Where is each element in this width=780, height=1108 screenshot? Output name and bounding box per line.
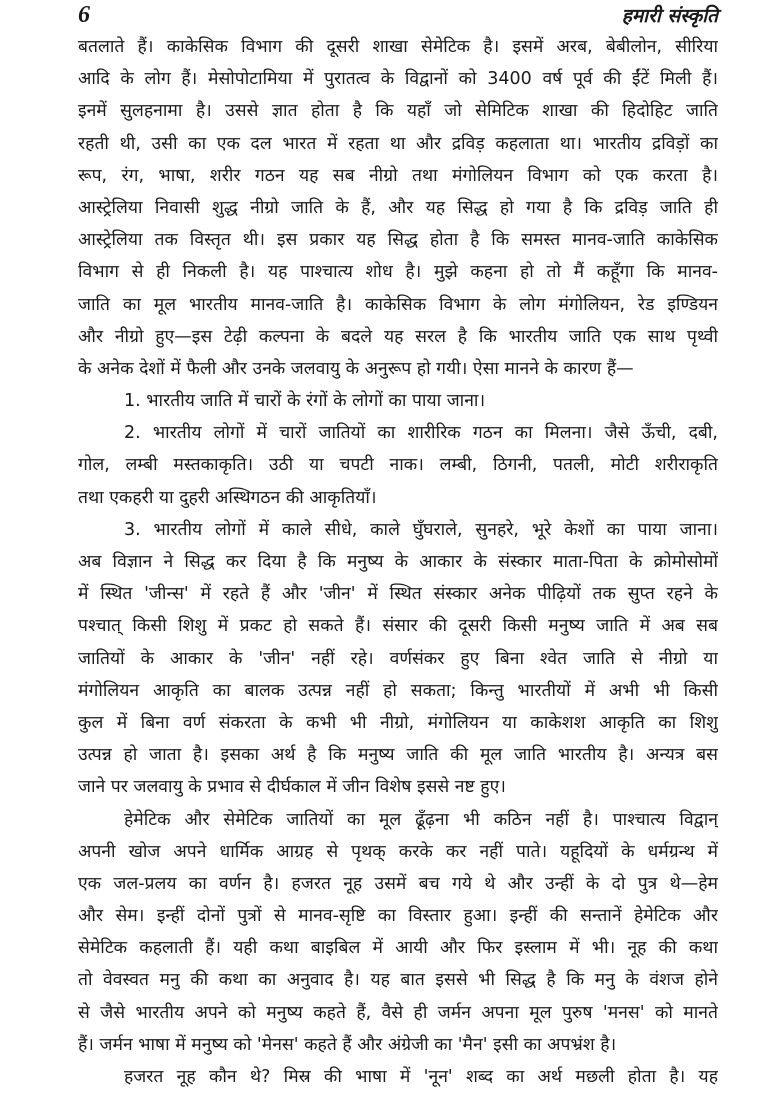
text-line: अपनी खोज अपने धार्मिक आग्रह से पृथक् करके कर नहीं पाते। यहूदियों के धर्मग्रन्थ में — [78, 841, 718, 862]
text-line: 3. भारतीय लोगों में काले सीधे, काले घुँघराले, सुनहरे, भूरे केशों का पाया जाना। — [124, 519, 718, 540]
text-line: से जैसे भारतीय अपने को मनुष्य कहते हैं, वैसे ही जर्मन अपना मूल पुरुष 'मनस' को मानते — [78, 1002, 718, 1023]
text-line: जाति का मूल भारतीय मानव-जाति है। काकेसिक विभाग के लोग मंगोलियन, रेड इण्डियन — [78, 294, 718, 315]
text-line: विभाग से ही निकली है। यह पाश्चात्य शोध है। मुझे कहना हो तो मैं कहूँगा कि मानव- — [78, 262, 718, 283]
text-line: इनमें सुलहनामा है। उससे ज्ञात होता है कि यहाँ जो सेमिटिक शाखा की हिदोहिट जाति — [78, 101, 718, 122]
text-line: गोल, लम्बी मस्तकाकृति। उठी या चपटी नाक। लम्बी, ठिगनी, पतली, मोटी शरीराकृति — [78, 455, 718, 476]
text-line: बतलाते हैं। काकेसिक विभाग की दूसरी शाखा सेमेटिक है। इसमें अरब, बेबीलोन, सीरिया — [78, 37, 718, 57]
text-line: हेमेटिक और सेमेटिक जातियों का मूल ढूँढ़ना भी कठिन नहीं है। पाश्चात्य विद्वान् — [124, 809, 718, 830]
text-line: जाने पर जलवायु के प्रभाव से दीर्घकाल में जीन विशेष इससे नष्ट हुए। — [78, 777, 506, 798]
text-line: कुल में बिना वर्ण संकरता के कभी भी नीग्रो, मंगोलियन या काकेशश आकृति का शिशु — [78, 712, 718, 733]
text-line: पश्चात् किसी शिशु में प्रकट हो सकते हैं। संसार की दूसरी किसी मनुष्य जाति में अब सब — [78, 616, 718, 637]
running-title: हमारी संस्कृति — [621, 5, 718, 27]
text-line: के अनेक देशों में फैली और उनके जलवायु के अनुरूप हो गयी। ऐसा मानने के कारण हैं— — [78, 358, 634, 379]
text-line: आस्ट्रेलिया निवासी शुद्ध नीग्रो जाति के हैं, और यह सिद्ध हो गया है कि द्रविड़ जाति ही — [78, 197, 718, 218]
text-line: रूप, रंग, भाषा, शरीर गठन यह सब नीग्रो तथा मंगोलियन विभाग को एक करता है। — [78, 165, 718, 186]
text-line: उत्पन्न हो जाता है। इसका अर्थ है कि मनुष्य जाति की मूल जाति भारतीय है। अन्यत्र बस — [78, 745, 718, 766]
text-line: अब विज्ञान ने सिद्ध कर दिया है कि मनुष्य के आकार के संस्कार माता-पिता के क्रोमोसोमों — [78, 552, 718, 572]
text-line: तथा एकहरी या दुहरी अस्थिगठन की आकृतियाँ। — [78, 487, 377, 508]
page-header — [78, 0, 718, 30]
text-line: तो वेवस्वत मनु की कथा का अनुवाद है। यह बात इससे भी सिद्ध है कि मनु के वंशज होने — [78, 970, 718, 991]
text-line: में स्थित 'जीन्स' में रहते हैं और 'जीन' में स्थित संस्कार अनेक पीढ़ियों तक सुप्त रहने के — [78, 584, 718, 605]
text-line: मंगोलियन आकृति का बालक उत्पन्न नहीं हो सकता; किन्तु भारतीयों में अभी भी किसी — [78, 680, 718, 701]
text-line: जातियों के आकार के 'जीन' नहीं रहे। वर्णसंकर हुए बिना श्वेत जाति से नीग्रो या — [78, 648, 718, 669]
text-line: और सेम। इन्हीं दोनों पुत्रों से मानव-सृष्टि का विस्तार हुआ। इन्हीं की सन्तानें हेमेटिक और — [78, 906, 718, 927]
text-line: और नीग्रो हुए—इस टेढ़ी कल्पना के बदले यह सरल है कि भारतीय जाति एक साथ पृथ्वी — [78, 326, 718, 347]
text-line: आदि के लोग हैं। मेसोपोटामिया में पुरातत्व के विद्वानों को 3400 वर्ष पूर्व की ईंटें मिली हैं। — [78, 69, 718, 90]
text-line: 1. भारतीय जाति में चारों के रंगों के लोगों का पाया जाना। — [124, 391, 486, 412]
text-line: रहती थी, उसी का एक दल भारत में रहता था और द्रविड़ कहलाता था। भारतीय द्रविड़ों का — [78, 133, 718, 154]
text-line: 2. भारतीय लोगों में चारों जातियों का शारीरिक गठन का मिलना। जैसे ऊँची, दबी, — [124, 423, 718, 444]
page-number: 6 — [78, 1, 90, 28]
text-line: हजरत नूह कौन थे? मिस्र की भाषा में 'नून' शब्द का अर्थ मछली होता है। यह — [124, 1067, 718, 1087]
text-line: सेमेटिक कहलाती हैं। यही कथा बाइबिल में आयी और फिर इस्लाम में भी। नूह की कथा — [78, 938, 718, 959]
text-line: हैं। जर्मन भाषा में मनुष्य को 'मेनस' कहते हैं और अंग्रेजी का 'मैन' इसी का अपभ्रंश है। — [78, 1034, 617, 1055]
text-line: आस्ट्रेलिया तक विस्तृत थी। इस प्रकार यह सिद्ध होता है कि समस्त मानव-जाति काकेसिक — [78, 230, 718, 251]
text-line: एक जल-प्रलय का वर्णन है। हजरत नूह उसमें बच गये थे और उन्हीं के दो पुत्र थे—हेम — [78, 873, 718, 894]
body-text — [78, 31, 718, 1093]
